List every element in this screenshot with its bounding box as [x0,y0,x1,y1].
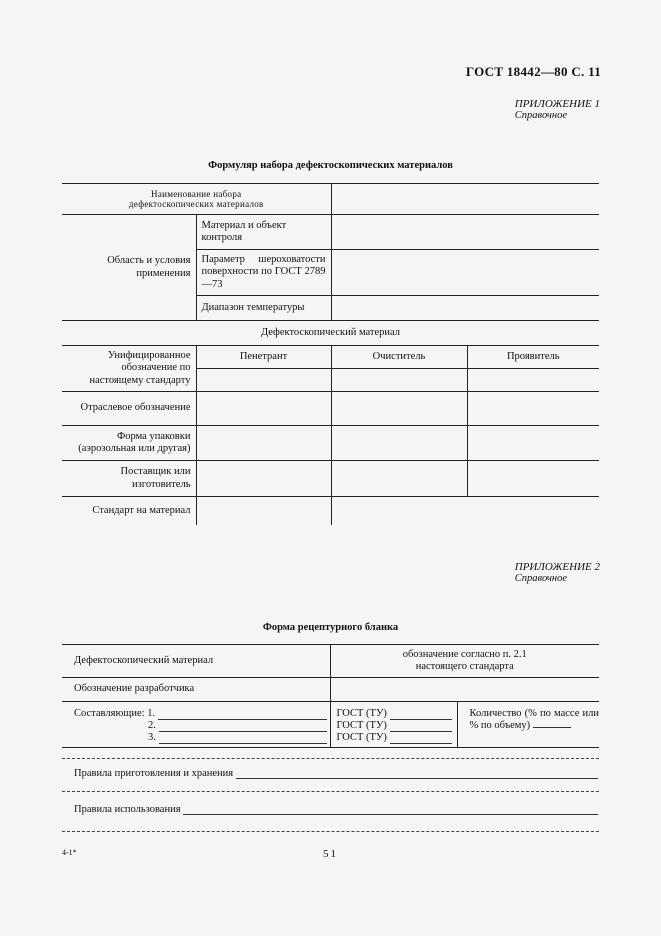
document-header: ГОСТ 18442—80 С. 11 [465,64,601,79]
cell-standard-penetrant [196,497,331,525]
temperature-label: Диапазон температуры [196,296,331,321]
cell-supplier-cleaner [331,461,467,497]
gost-2: ГОСТ (ТУ) [336,720,387,732]
appendix2-label: ПРИЛОЖЕНИЕ 2 [514,561,600,573]
component-num-3: 3. [148,732,156,744]
appendix1-block [515,98,600,121]
row-label-standard: Стандарт на материал [62,497,196,525]
appendix2-sublabel: Справочное [514,573,568,584]
cell-standard-developer [467,497,599,525]
component-3-line [159,732,327,744]
cell-branch-developer [467,392,599,426]
material-object-value [331,215,599,250]
component-num-1: 1. [147,708,156,719]
cell-unified-cleaner [331,369,467,392]
gost-cell [330,702,457,748]
cell-supplier-developer [467,461,599,497]
appendix2-title: Форма рецептурного бланка [262,622,399,633]
set-name-line1: Наименование набора [151,188,242,199]
use-rules-row [74,804,598,815]
developer-designation-label: Обозначение разработчика [62,678,330,702]
gost-2-line [390,720,452,732]
gost-1-line [390,708,452,720]
component-1-line [158,708,327,720]
area-label-cell [62,215,196,321]
material-object-label: Материал и объект контроля [196,215,331,250]
cell-unified-developer [467,369,599,392]
component-2-line [159,720,327,732]
temperature-value [331,296,599,321]
row-label-branch: Отраслевое обозначение [62,392,196,426]
cell-branch-penetrant [196,392,331,426]
cell-packaging-developer [467,426,599,461]
prep-rules-label: Правила приготовления и хранения [74,768,234,779]
appendix1-title: Формуляр набора дефектоскопических материалов [208,160,453,171]
defect-material-label: Дефектоскопический материал [62,645,330,678]
appendix1-label: ПРИЛОЖЕНИЕ 1 [514,98,600,110]
gost-3: ГОСТ (ТУ) [336,732,387,744]
row-label-unified: Унифицированное обозначение по настоящему стандарту [62,346,196,392]
designation-line1: обозначение согласно п. 2.1 [402,648,527,660]
components-cell [62,702,330,748]
components-label: Составляющие: [74,708,145,719]
component-num-2: 2. [148,720,156,732]
cell-packaging-penetrant [196,426,331,461]
col-developer: Проявитель [467,346,599,369]
cell-packaging-cleaner [331,426,467,461]
blank-line-2 [62,790,599,792]
blank-line-1 [62,757,599,759]
cell-standard-cleaner [331,497,467,525]
set-name-value [331,184,599,215]
gost-3-line [390,732,452,744]
prep-rules-line [236,768,598,779]
quantity-label: Количество (% по массе или % по объему) [469,708,599,732]
col-cleaner: Очиститель [331,346,467,369]
set-name-cell [62,184,331,215]
page-number: 51 [323,848,338,860]
cell-unified-penetrant [196,369,331,392]
developer-designation-value [330,678,599,702]
quantity-cell [457,702,599,748]
appendix2-block [515,561,600,584]
prep-rules-row [74,768,598,779]
appendix1-sublabel: Справочное [514,110,568,121]
cell-supplier-penetrant [196,461,331,497]
roughness-label: Параметр шероховатости поверхности по ГОСТ 2789—73 [196,250,331,296]
footer-left-mark: 4-1* [62,848,77,857]
row-label-supplier: Поставщик или изготовитель [62,461,196,497]
use-rules-line [183,804,598,815]
use-rules-label: Правила использования [74,804,181,815]
row-label-packaging: Форма упаковки (аэрозольная или другая) [62,426,196,461]
set-name-line2: дефектоскопических материалов [128,199,264,209]
quantity-line [533,727,571,728]
formular-table [62,183,599,525]
gost-1: ГОСТ (ТУ) [336,708,387,719]
designation-line2: настоящего стандарта [415,661,514,672]
defect-material-header: Дефектоскопический материал [62,321,599,346]
blank-line-3 [62,830,599,832]
col-penetrant: Пенетрант [196,346,331,369]
recipe-form-table [62,644,599,748]
cell-branch-cleaner [331,392,467,426]
roughness-value [331,250,599,296]
designation-cell [330,645,599,678]
area-label: Область и условия применения [107,255,191,279]
